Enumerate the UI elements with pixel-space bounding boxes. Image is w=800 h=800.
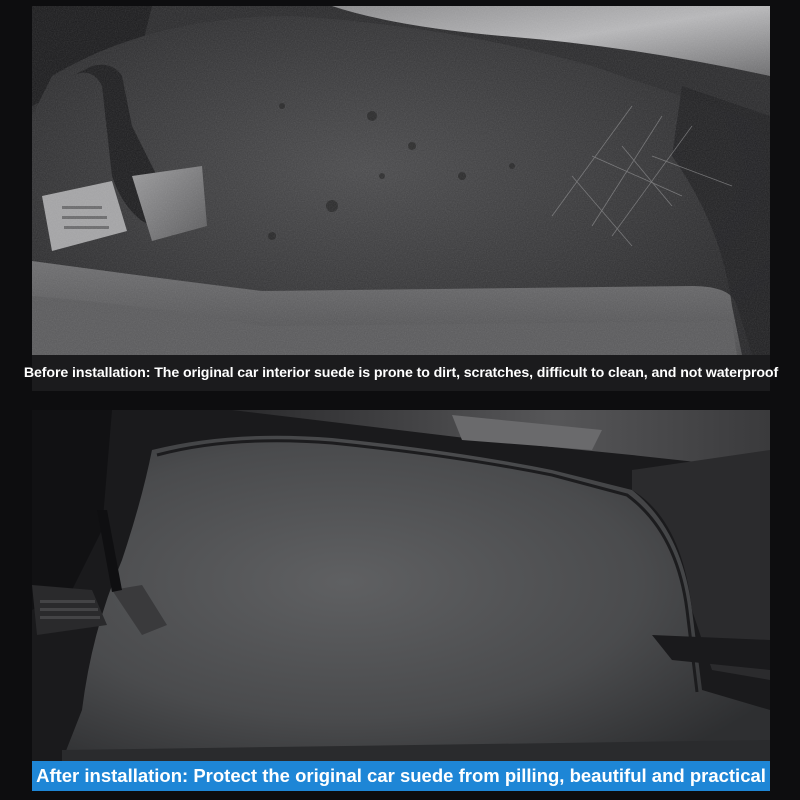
after-installation-caption xyxy=(32,761,770,791)
before-caption-text: Before installation: The original car interior suede is prone to dirt, scratches, difficult to clean, and not waterproof xyxy=(23,365,779,381)
before-installation-photo xyxy=(32,6,770,355)
after-installation-photo xyxy=(32,410,770,761)
before-installation-caption xyxy=(23,355,779,391)
after-caption-text: After installation: Protect the original car suede from pilling, beautiful and practical xyxy=(36,765,766,786)
